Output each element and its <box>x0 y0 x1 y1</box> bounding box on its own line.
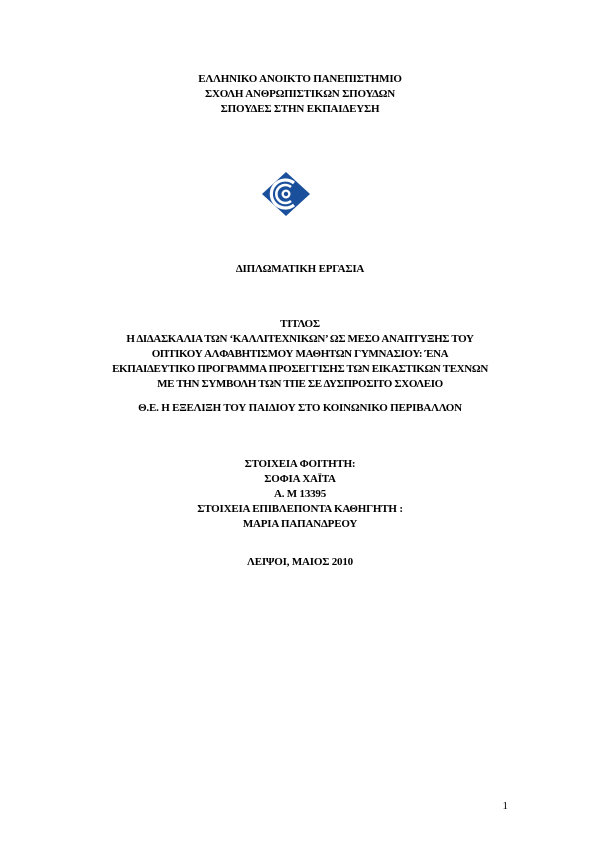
program-name: ΣΠΟΥΔΕΣ ΣΤΗΝ ΕΚΠΑΙΔΕΥΣΗ <box>220 103 380 115</box>
title-line: ΕΚΠΑΙΔΕΥΤΙΚΟ ΠΡΟΓΡΑΜΜΑ ΠΡΟΣΕΓΓΙΣΗΣ ΤΩΝ ΕΙΚΑΣΤΙΚΩΝ ΤΕΧΝΩΝ <box>112 363 488 375</box>
header-block <box>0 72 600 117</box>
place-date-label: ΛΕΙΨΟΙ, ΜΑΙΟΣ 2010 <box>247 556 353 568</box>
title-line: ΜΕ ΤΗΝ ΣΥΜΒΟΛΗ ΤΩΝ ΤΠΕ ΣΕ ΔΥΣΠΡΟΣΙΤΟ ΣΧΟΛΕΙΟ <box>157 378 443 390</box>
supervisor-label: ΣΤΟΙΧΕΙΑ ΕΠΙΒΛΕΠΟΝΤΑ ΚΑΘΗΓΗΤΗ : <box>197 503 403 515</box>
title-line: ΟΠΤΙΚΟΥ ΑΛΦΑΒΗΤΙΣΜΟΥ ΜΑΘΗΤΩΝ ΓΥΜΝΑΣΙΟΥ: ΈΝΑ <box>151 348 449 360</box>
student-registration: Α. Μ 13395 <box>273 488 327 500</box>
school-name: ΣΧΟΛΗ ΑΝΘΡΩΠΙΣΤΙΚΩΝ ΣΠΟΥΔΩΝ <box>204 88 396 100</box>
supervisor-name: ΜΑΡΙΑ ΠΑΠΑΝΔΡΕΟΥ <box>242 518 358 530</box>
university-name: ΕΛΛΗΝΙΚΟ ΑΝΟΙΚΤΟ ΠΑΝΕΠΙΣΤΗΜΙΟ <box>198 73 402 85</box>
document-type-label: ΔΙΠΛΩΜΑΤΙΚΗ ΕΡΓΑΣΙΑ <box>235 263 365 275</box>
university-logo-icon <box>261 171 311 217</box>
thematic-unit-label: Θ.Ε. Η ΕΞΕΛΙΞΗ ΤΟΥ ΠΑΙΔΙΟΥ ΣΤΟ ΚΟΙΝΩΝΙΚΟ ΠΕΡΙΒΑΛΛΟΝ <box>138 402 462 414</box>
thematic-unit <box>0 401 600 416</box>
student-info-block <box>0 457 600 532</box>
student-label: ΣΤΟΙΧΕΙΑ ΦΟΙΤΗΤΗ: <box>244 458 356 470</box>
title-block <box>0 317 600 392</box>
page-number: 1 <box>502 800 508 812</box>
place-date <box>0 555 600 570</box>
title-line: Η ΔΙΔΑΣΚΑΛΙΑ ΤΩΝ ‘ΚΑΛΛΙΤΕΧΝΙΚΩΝ’ ΩΣ ΜΕΣΟ ΑΝΑΠΤΥΞΗΣ ΤΟΥ <box>126 333 474 345</box>
student-name: ΣΟΦΙΑ ΧΑΪΤΑ <box>264 473 336 485</box>
document-type <box>0 262 600 277</box>
title-heading: ΤΙΤΛΟΣ <box>280 318 320 330</box>
